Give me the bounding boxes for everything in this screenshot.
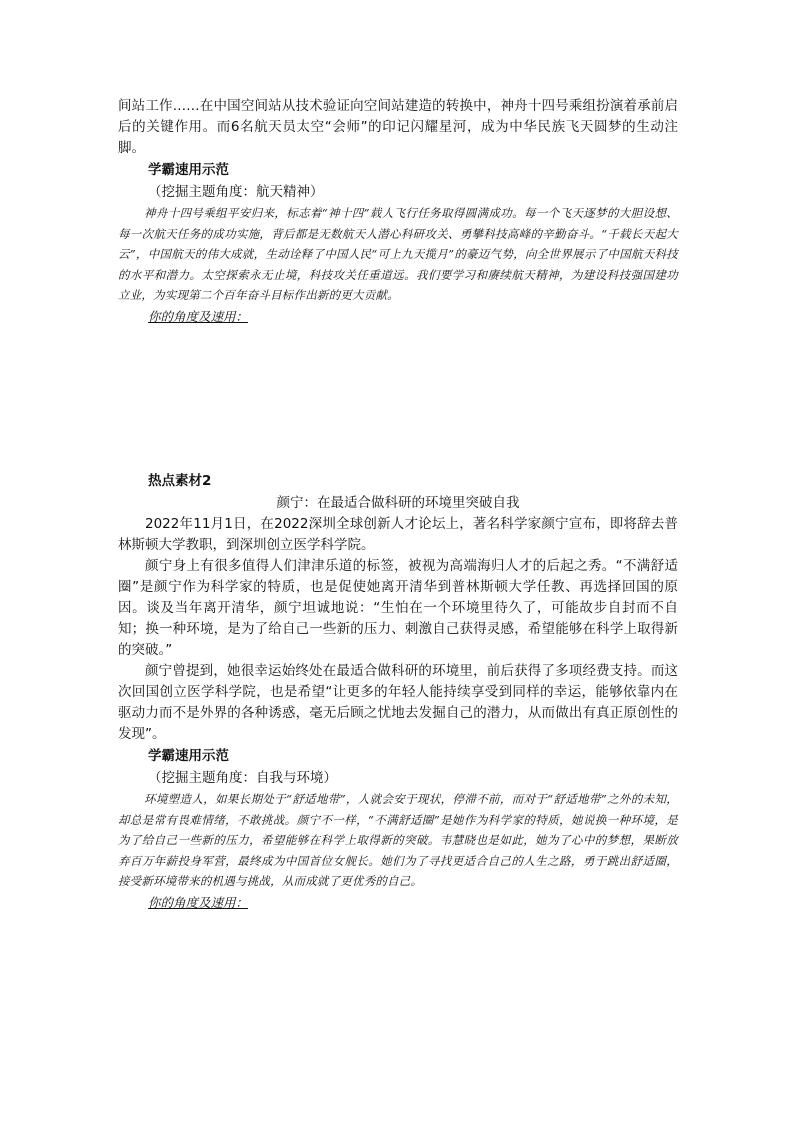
your-angle-label-2: 你的角度及速用：: [148, 894, 249, 910]
demo-sample-2: 环境塑造人，如果长期处于“舒适地带”，人就会安于现状，停滞不前，而对于“舒适地带”之外的未知，却总是常有畏难情绪，不敢挑战。颜宁不一样，“不满舒适圈”是她作为科学家的特质，她说换一种环境，是为了给自己一些新的压力，希望能够在科学上取得新的突破。韦慧晓也是如此，她为了心中的梦想，果断放弃百万年薪投身军营，最终成为中国首位女舰长。她们为了寻找更适合自己的人生之路，勇于跳出舒适圈，接受新环境带来的机遇与挑战，从而成就了更优秀的自己。: [118, 792, 678, 888]
article-paragraph-3: 颜宁曾提到，她很幸运始终处在最适合做科研的环境里，前后获得了多项经费支持。而这次回国创立医学科学院，也是希望“让更多的年轻人能持续享受到同样的幸运，能够依靠内在驱动力而不是外界的各种诱惑，毫无后顾之忧地去发掘自己的潜力，从而做出有真正原创性的发现”。: [118, 663, 678, 742]
theme-angle-2: （挖掘主题角度：自我与环境）: [148, 770, 337, 786]
demo-heading-2: 学霸速用示范: [148, 748, 229, 764]
article-paragraph-1: 2022年11月1日，在2022深圳全球创新人才论坛上，著名科学家颜宁宣布，即将辞去普林斯顿大学教职，到深圳创立医学科学院。: [118, 516, 678, 553]
hot-material-label: 热点素材2: [148, 473, 212, 489]
demo-sample: 神舟十四号乘组平安归来，标志着“神十四”载人飞行任务取得圆满成功。每一个飞天逐梦的大胆设想、每一次航天任务的成功实施，背后都是无数航天人潜心科研攻关、勇攀科技高峰的辛勤奋斗。“千载长天起大云”，中国航天的伟大成就，生动诠释了中国人民“可上九天揽月”的豪迈气势，向全世界展示了中国航天科技的水平和潜力。太空探索永无止境，科技攻关任重道远。我们要学习和赓续航天精神，为建设科技强国建功立业，为实现第二个百年奋斗目标作出新的更大贡献。: [118, 206, 678, 302]
demo-heading: 学霸速用示范: [148, 162, 229, 178]
continuation-paragraph: 间站工作……在中国空间站从技术验证向空间站建造的转换中，神舟十四号乘组扮演着承前启后的关键作用。而6名航天员太空“会师”的印记闪耀星河，成为中华民族飞天圆梦的生动注脚。: [118, 98, 678, 156]
theme-angle: （挖掘主题角度：航天精神）: [148, 184, 324, 200]
article-paragraph-2: 颜宁身上有很多值得人们津津乐道的标签，被视为高端海归人才的后起之秀。“不满舒适圈”是颜宁作为科学家的特质，也是促使她离开清华到普林斯顿大学任教、再选择回国的原因。谈及当年离开清华，颜宁坦诚地说：“生怕在一个环境里待久了，可能故步自封而不自知；换一种环境，是为了给自己一些新的压力、刺激自己获得灵感，希望能够在科学上取得新的突破。”: [118, 558, 678, 658]
hot-material-2: [118, 470, 678, 914]
article-title: 颜宁：在最适合做科研的环境里突破自我: [276, 495, 520, 511]
top-section: [118, 96, 678, 328]
your-angle-prompt-2: [118, 892, 678, 914]
your-angle-prompt: [118, 306, 678, 328]
your-angle-label: 你的角度及速用：: [148, 308, 249, 324]
